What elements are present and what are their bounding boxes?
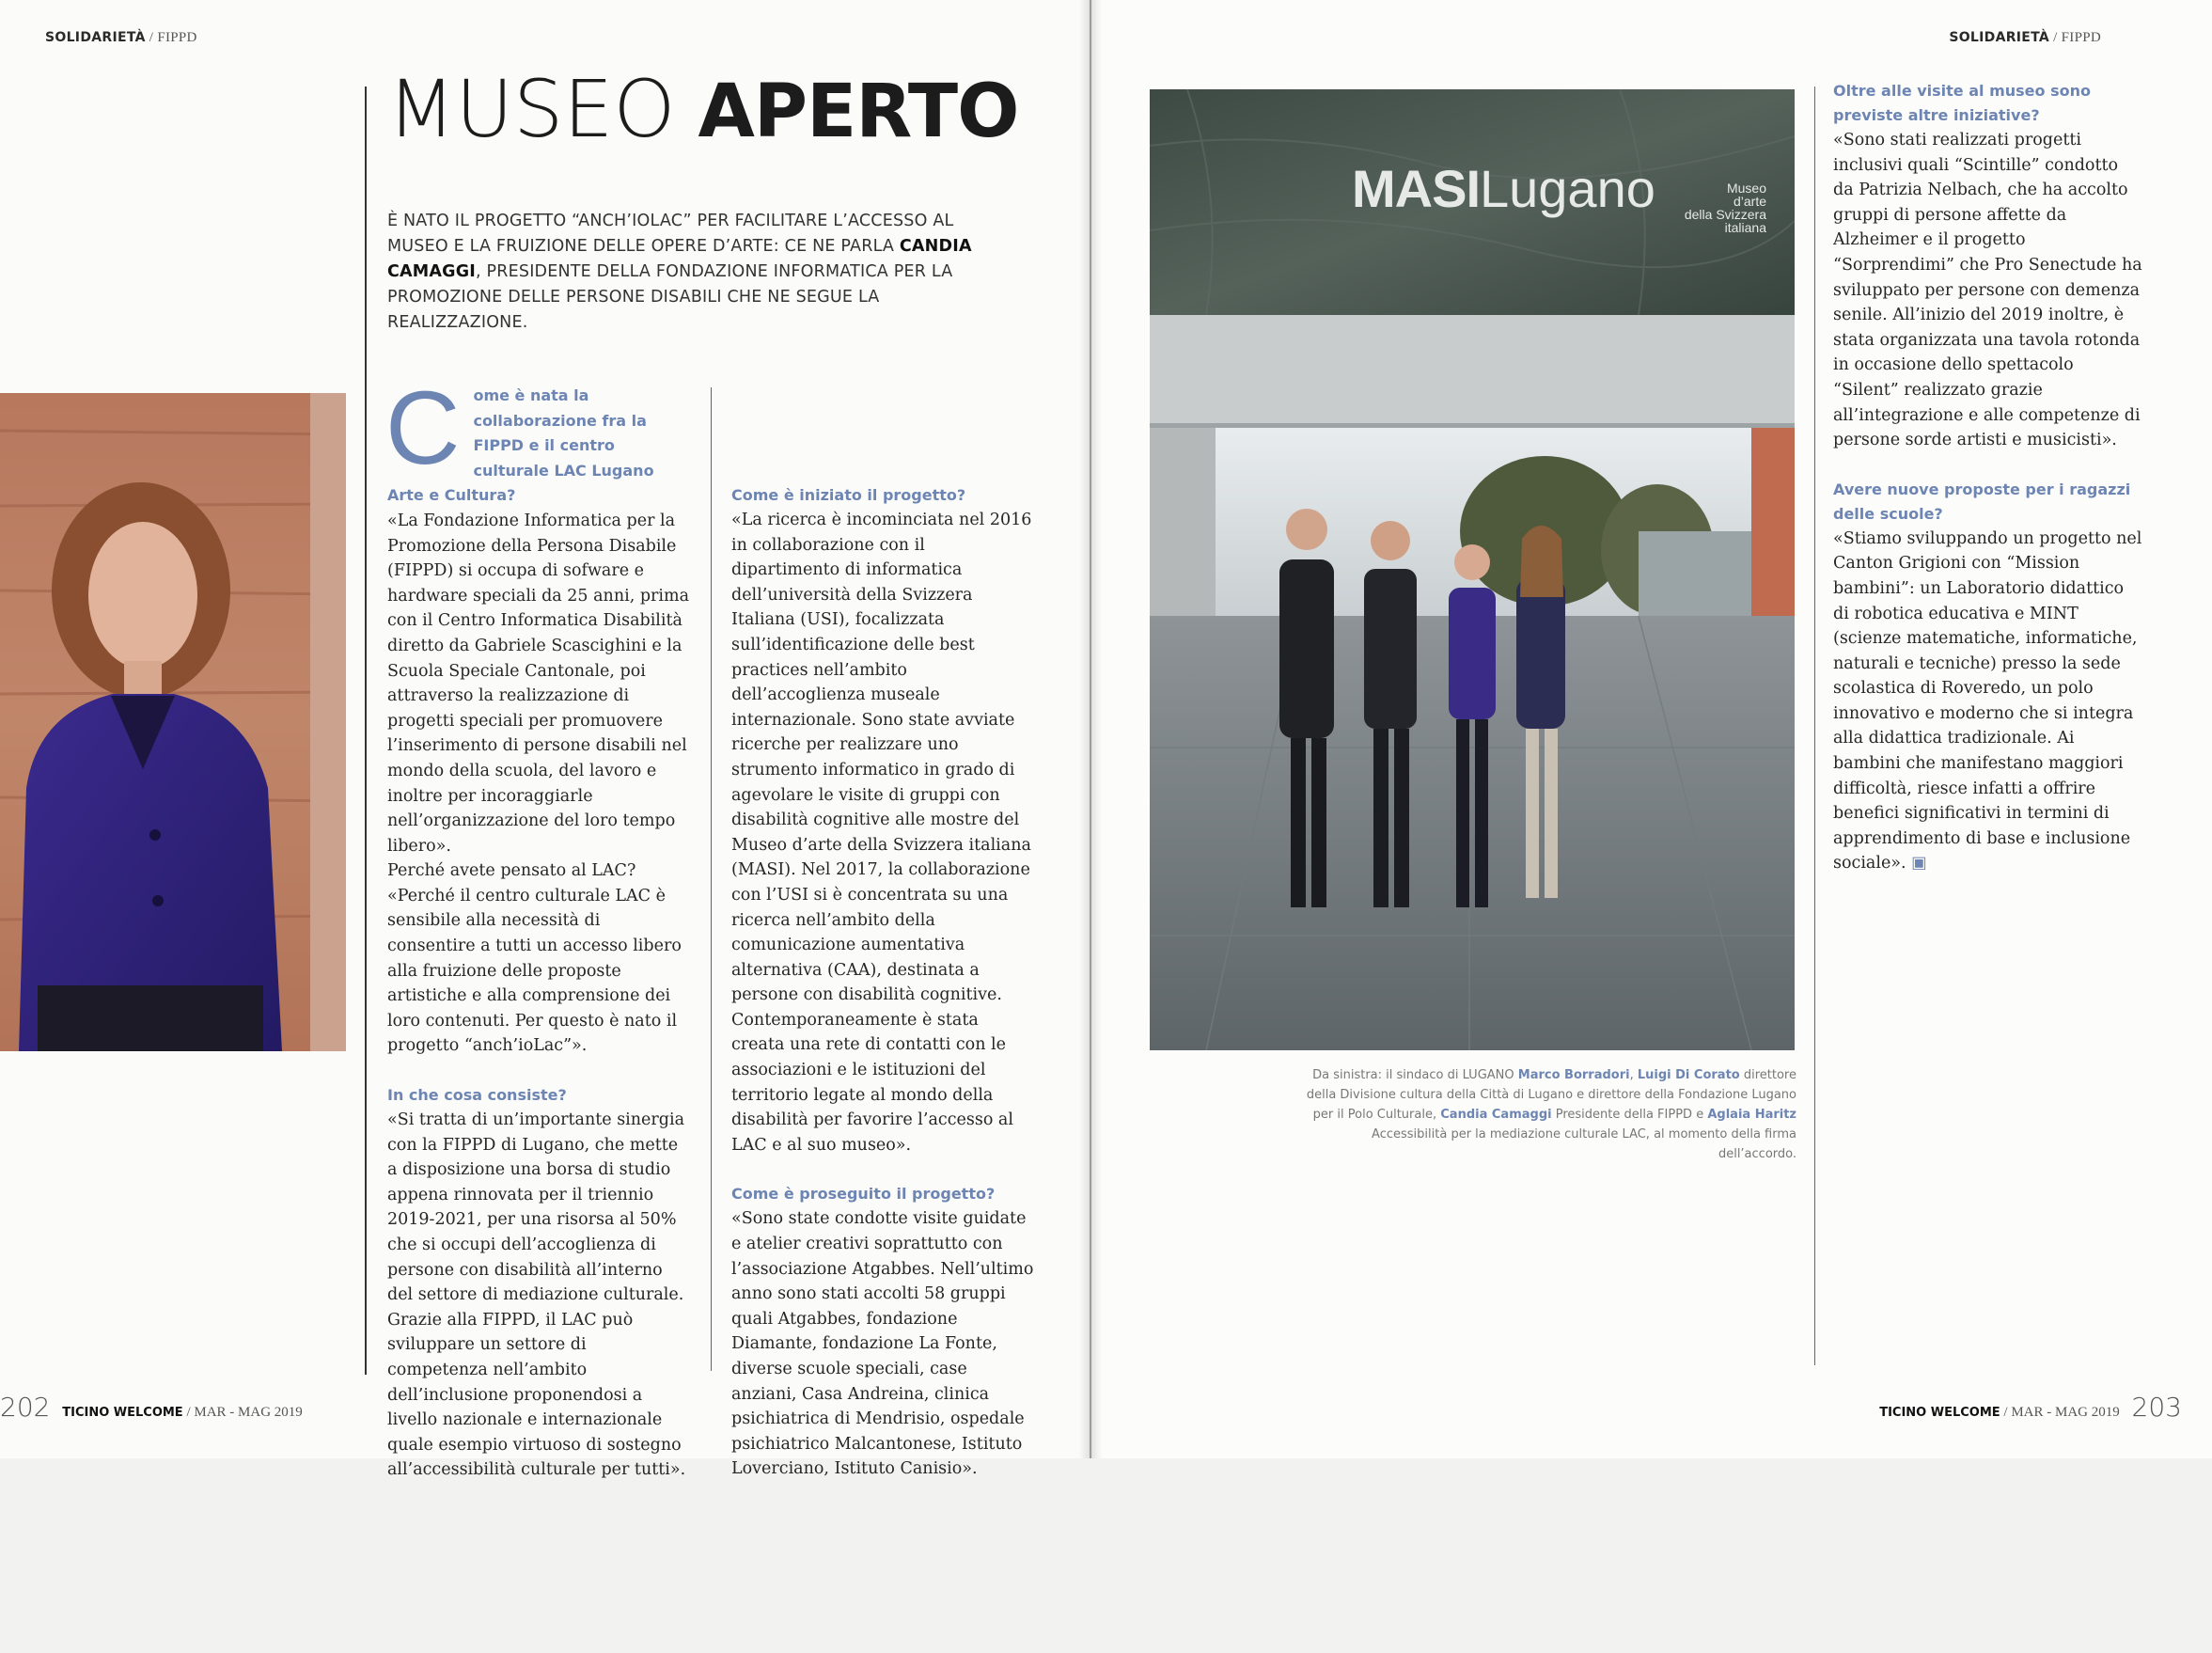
page-number: 203 [2131, 1392, 2182, 1423]
answer-paragraph: «Sono state condotte visite guidate e atelier creativi soprattutto con l’associazione Atgabbes. Nell’ultimo anno sono stati accolti 58 gruppi quali Atgabbes, fondazione Diamante, fondazione La Fonte, diverse scuole speciali, case anziani, Casa Andreina, clinica psichiatrica di Mendrisio, ospedale psichiatrico Malcantonese, Istituto Loverciano, Istituto Canisio». [731, 1209, 1034, 1479]
answer-text: «Stiamo sviluppando un progetto nel Canton Grigioni con “Mission bambini”: un Laboratorio didattico di robotica educativa e MINT (scienze matematiche, informatiche, naturali e tecniche) presso la sede scolastica di Roveredo, un polo innovativo e moderno che si integra alla didattica tradizionale. Ai bambini che manifestano maggiori difficoltà, riesce infatti a offrire benefici significativi in termini di apprendimento di base e inclusione sociale». [1833, 528, 2142, 874]
article-column-1 [385, 370, 690, 1653]
column-rule [1814, 87, 1815, 1365]
museum-sign [1352, 159, 1655, 218]
left-running-head: SOLIDARIETÀ / FIPPD [45, 30, 197, 45]
sign-sub-line: Museo [1726, 181, 1766, 196]
sign-masi: MASI [1352, 159, 1480, 218]
question-heading: Avere nuove proposte per i ragazzi delle scuole? [1833, 480, 2131, 523]
question-heading: Come è iniziato il progetto? [731, 486, 966, 504]
section-sub: FIPPD [2061, 30, 2101, 45]
lead-text-end: , PRESIDENTE DELLA FONDAZIONE INFORMATICA PER LA PROMOZIONE DELLE PERSONE DISABILI CHE NE SEGUE LA REALIZZAZIONE. [387, 262, 953, 332]
portrait-photo [0, 393, 346, 1051]
end-mark-icon: ▣ [1911, 854, 1927, 874]
caption-text: Accessibilità per la mediazione culturale LAC, al momento della firma dell’accordo. [1372, 1127, 1796, 1161]
magazine-name: TICINO WELCOME [1879, 1406, 2000, 1420]
answer-paragraph: «La ricerca è incominciata nel 2016 in collaborazione con il dipartimento di informatica dell’università della Svizzera Italiana (USI), focalizzata sull’identificazione delle best practices nell’ambito dell’accoglienza museale internazionale. Sono state avviate ricerche per realizzare uno strumento informatico in grado di agevolare le visite di gruppi con disabilità cognitive alle mostre del Museo d’arte della Svizzera italiana (MASI). Nel 2017, la collaborazione con l’USI si è concentrata su una ricerca nell’ambito della comunicazione aumentativa alternativa (CAA), destinata a persone con disabilità cognitive. Contemporaneamente è stata creata una rete di contatti con le associazioni e le istituzioni del territorio legate al mondo della disabilità per favorire l’accesso al LAC e al suo museo». [731, 511, 1032, 1155]
answer-paragraph: «Perché il centro culturale LAC è sensibile alla necessità di consentire a tutti un accesso libero alla fruizione delle proposte artistiche e alla comprensione dei loro contenuti. Per questo è nato il progetto “anch’ioLac”». [387, 886, 682, 1056]
section-label: SOLIDARIETÀ [45, 30, 146, 45]
answer-paragraph: «Si tratta di un’importante sinergia con la FIPPD di Lugano, che mette a disposizione una borsa di studio appena rinnovata per il triennio 2019-2021, per una risorsa al 50% che si occupi dell’accoglienza di persone con disabilità all’interno del settore di mediazione culturale. Grazie alla FIPPD, il LAC può sviluppare un settore di competenza nell’ambito dell’inclusione proponendosi a livello nazionale e internazionale quale esempio virtuoso di sostegno all’accessibilità culturale per tutti». [387, 1110, 686, 1480]
section-sub: FIPPD [157, 30, 197, 45]
article-column-3 [1833, 79, 2143, 876]
magazine-name: TICINO WELCOME [62, 1406, 183, 1420]
sign-lugano: Lugano [1480, 159, 1655, 218]
left-footer: 202 TICINO WELCOME / MAR - MAG 2019 [0, 1392, 303, 1423]
issue-label: MAR - MAG 2019 [2011, 1405, 2120, 1420]
question-inline: Perché avete pensato al LAC? [387, 861, 636, 881]
lead-text: È NATO IL PROGETTO “ANCH’IOLAC” PER FACILITARE L’ACCESSO AL MUSEO E LA FRUIZIONE DELLE OPERE D’ARTE: CE NE PARLA [387, 212, 954, 256]
caption-text: Da sinistra: il sindaco di LUGANO [1312, 1068, 1514, 1082]
sign-sub-line: della Svizzera [1684, 207, 1766, 222]
answer-paragraph: «Sono stati realizzati progetti inclusivi quali “Scintille” condotto da Patrizia Nelbach, che ha accolto gruppi di persone affette da Alzheimer e il progetto “Sorprendimi” che Pro Senectude ha sviluppato per persone con demenza senile. All’inizio del 2019 inoltre, è stata organizzata una tavola rotonda in occasione dello spettacolo “Silent” realizzato grazie all’integrazione e alle competenze di persone sorde artisti e musicisti». [1833, 131, 2142, 450]
drop-cap: C [385, 370, 461, 486]
photo-caption: Da sinistra: il sindaco di LUGANO Marco Borradori, Luigi Di Corato direttore della Divisione cultura della Città di Lugano e direttore della Fondazione Lugano per il Polo Culturale, Candia Camaggi Presidente della FIPPD e Aglaia Haritz Accessibilità per la mediazione culturale LAC, al momento della firma dell’accordo. [1306, 1068, 1796, 1161]
page-number: 202 [0, 1392, 51, 1423]
title-rule [365, 87, 367, 1375]
question-heading: Oltre alle visite al museo sono previste altre iniziative? [1833, 82, 2091, 124]
sign-sub-line: d’arte [1733, 194, 1766, 209]
spine-line [1090, 0, 1091, 1458]
continuation-window [731, 384, 1034, 459]
museum-photo [1150, 89, 1795, 1050]
lead-name: CANDIA CAMAGGI [387, 237, 972, 281]
title-light: MUSEO [387, 63, 676, 155]
title-bold: APERTO [698, 70, 1019, 154]
question-heading: Come è proseguito il progetto? [731, 1185, 996, 1204]
column-rule [711, 387, 712, 1371]
article-title [387, 63, 1019, 155]
sign-sub-line: italiana [1724, 220, 1766, 235]
right-footer: TICINO WELCOME / MAR - MAG 2019 203 [1879, 1392, 2182, 1423]
question-heading: In che cosa consiste? [387, 1086, 567, 1105]
answer-paragraph: «La Fondazione Informatica per la Promozione della Persona Disabile (FIPPD) si occupa di sofware e hardware speciali da 25 anni, prima con il Centro Informatica Disabilità diretto da Gabriele Scascighini e la Scuola Speciale Cantonale, poi attraverso la realizzazione di progetti speciali per promuovere l’inserimento di persone disabili nel mondo della scuola, del lavoro e inoltre per incoraggiarle nell’organizzazione del loro tempo libero». [387, 511, 690, 856]
article-lead [387, 209, 1008, 336]
caption-text: direttore della Divisione cultura della Città di Lugano e direttore della Fondazione Lugano per il Polo Culturale, [1306, 1068, 1796, 1122]
question-heading: ome è nata la collaborazione fra la FIPPD e il centro culturale LAC Lugano Arte e Cultura? [387, 386, 654, 505]
caption-name: Marco Borradori [1517, 1068, 1630, 1082]
issue-label: MAR - MAG 2019 [194, 1405, 303, 1420]
caption-text: Presidente della FIPPD e [1555, 1108, 1704, 1122]
museum-sign-sub [1672, 181, 1766, 234]
caption-name: Aglaia Haritz [1707, 1108, 1796, 1122]
right-running-head: SOLIDARIETÀ / FIPPD [1949, 30, 2101, 45]
answer-paragraph [1833, 527, 2143, 876]
caption-name: Candia Camaggi [1440, 1108, 1552, 1122]
caption-name: Luigi Di Corato [1637, 1068, 1740, 1082]
article-column-2 [731, 384, 1034, 1482]
section-label: SOLIDARIETÀ [1949, 30, 2050, 45]
